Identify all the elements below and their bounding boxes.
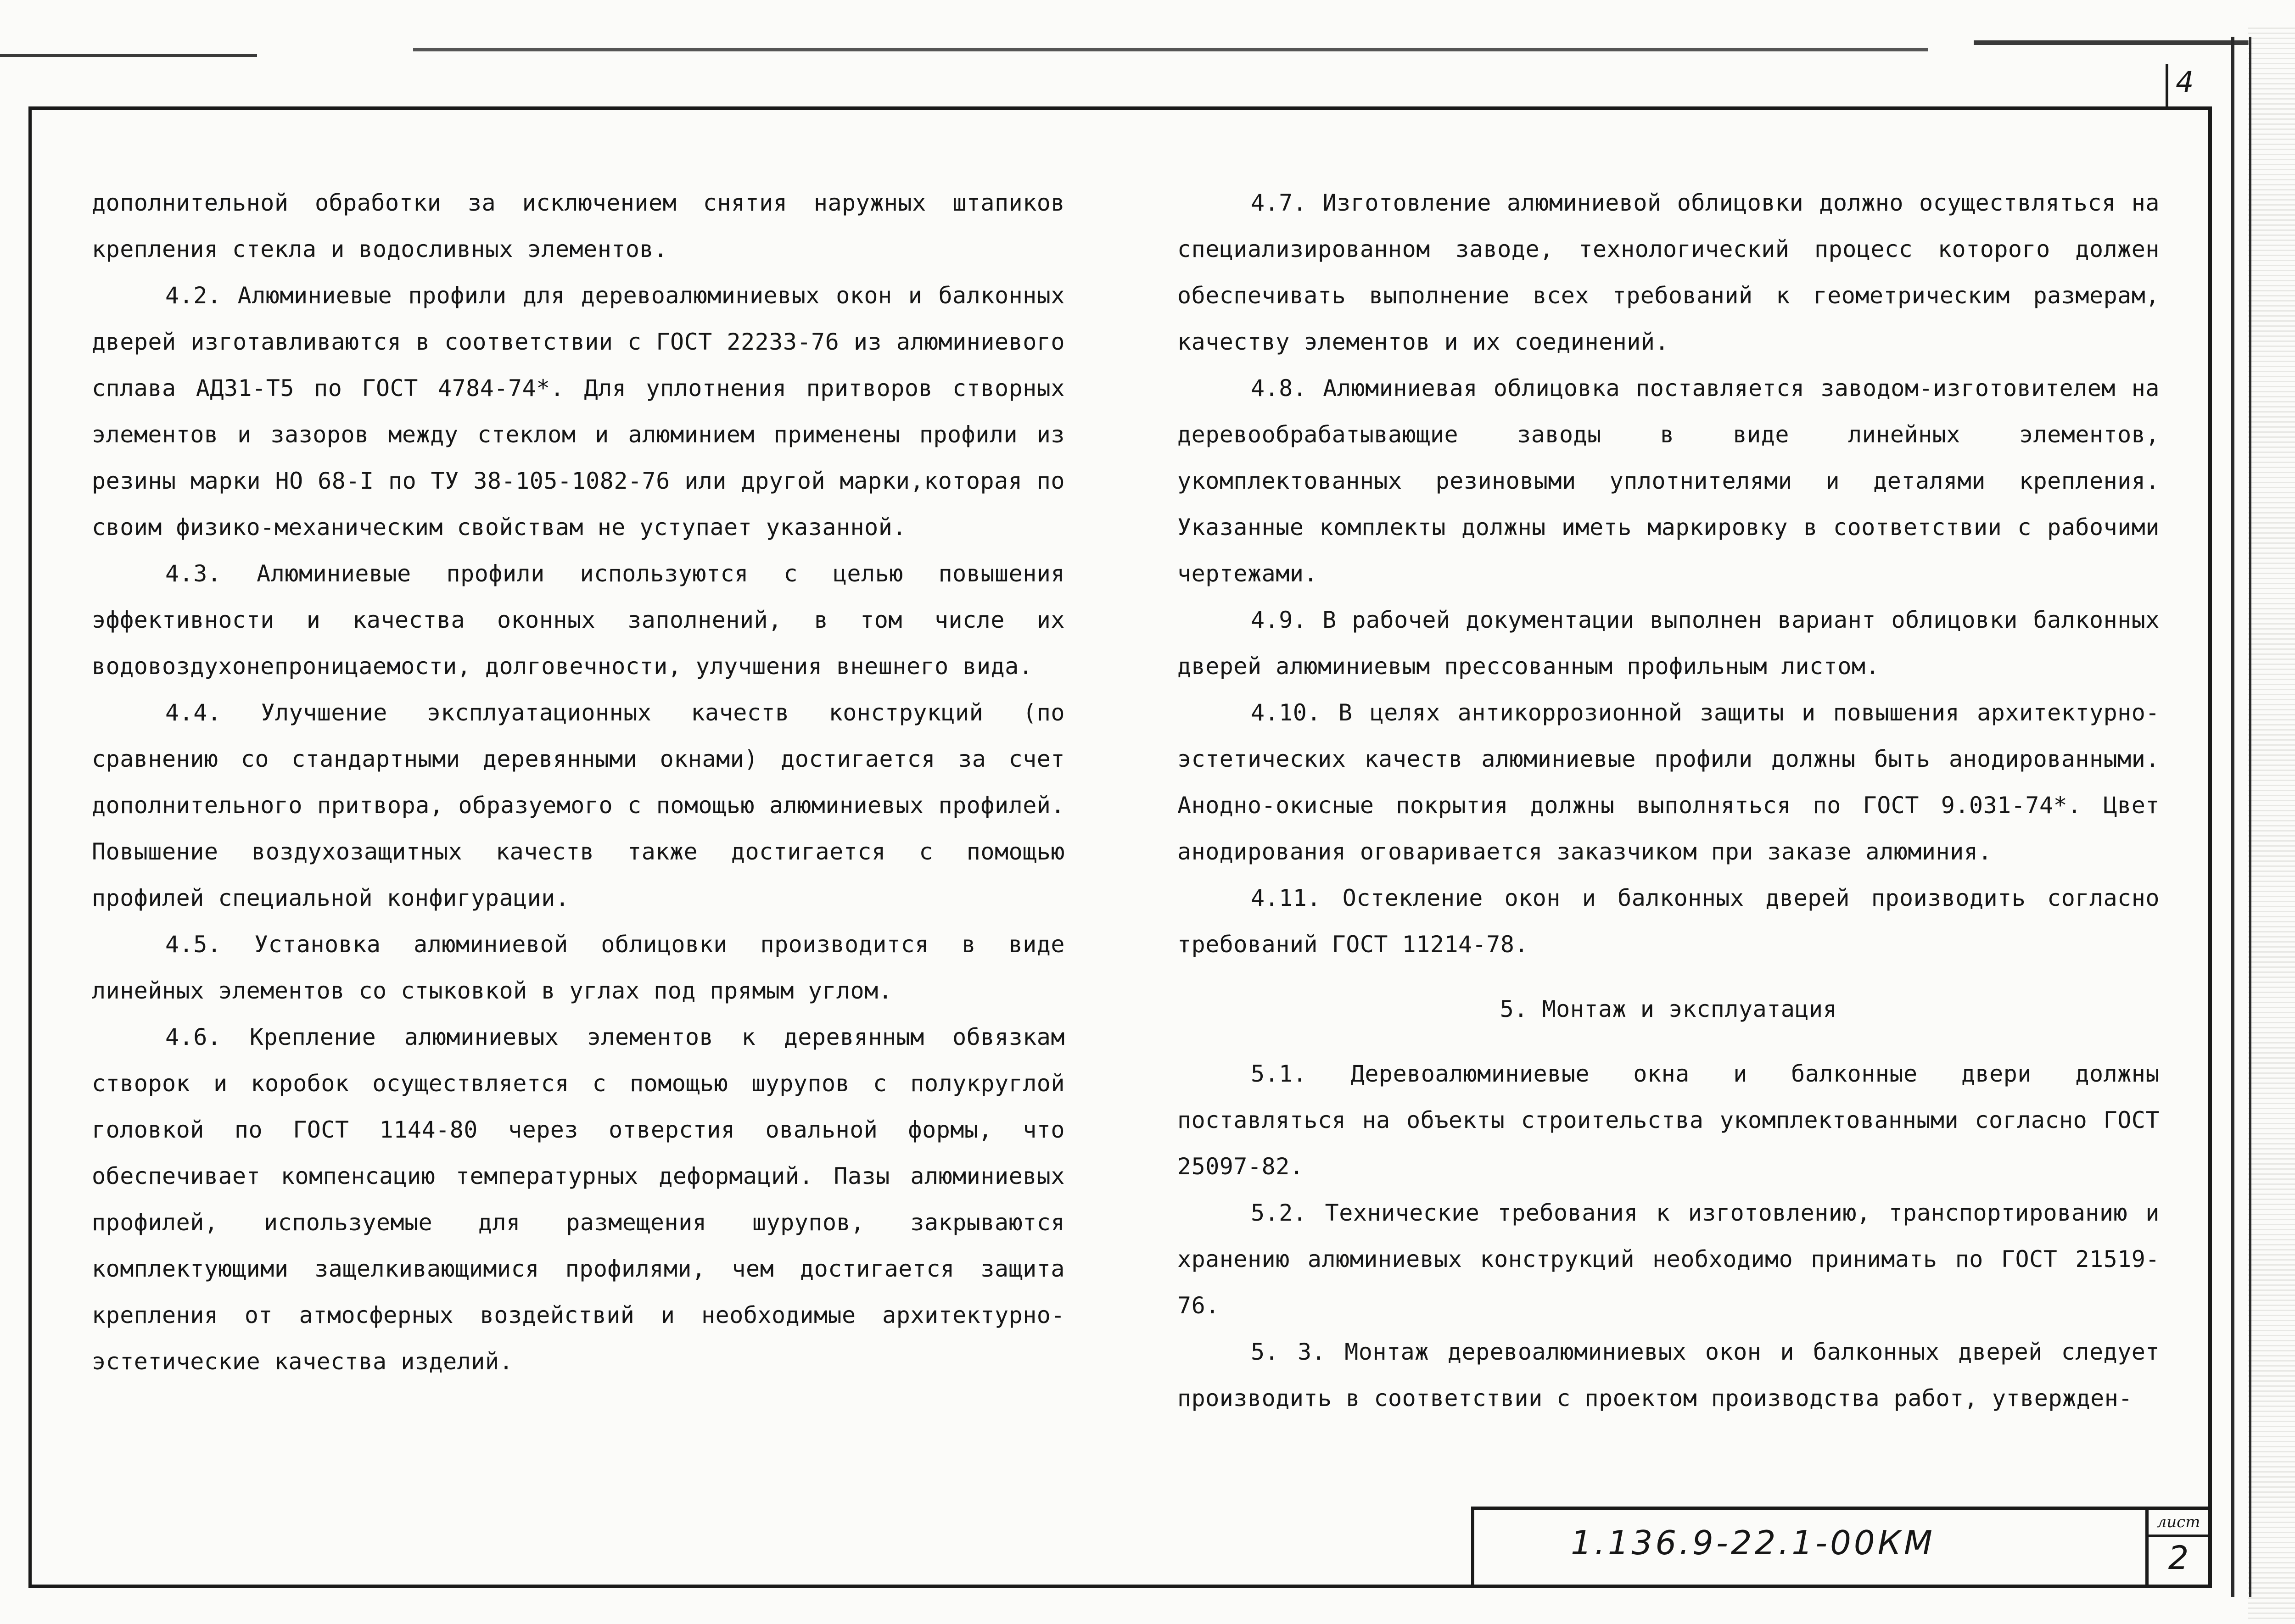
paragraph-5-2: 5.2. Технические требования к изготовлению, транспортированию и хранению алюминиевых конструкций необходимо принимать по ГОСТ 21519-76.: [1177, 1200, 2160, 1319]
paragraph-4-11: 4.11. Остекление окон и балконных дверей производить согласно требований ГОСТ 11214-78.: [1177, 885, 2160, 958]
scan-top-rule-1: [0, 54, 257, 57]
scan-top-rule-3: [1974, 40, 2249, 45]
document-code: 1.136.9-22.1-00КМ: [1571, 1524, 1935, 1562]
title-block: [1471, 1507, 2208, 1585]
paragraph-5-1: 5.1. Деревоалюминиевые окна и балконные двери должны поставляться на объекты строительства укомплектованными согласно ГОСТ 25097-82.: [1177, 1060, 2160, 1180]
paragraph-4-10: 4.10. В целях антикоррозионной защиты и повышения архитектурно-эстетических качеств алюминиевые профили должны быть анодированными. Анодно-окисные покрытия должны выполняться по ГОСТ 9.031-74*. Цвет анодирования оговаривается заказчиком при заказе алюминия.: [1177, 699, 2160, 865]
scan-edge-noise: [2248, 28, 2295, 1620]
left-column: [92, 180, 1065, 1385]
paragraph-4-1-continued: дополнительной обработки за исключением снятия наружных штапиков крепления стекла и водосливных элементов.: [92, 190, 1065, 262]
paragraph-4-7: 4.7. Изготовление алюминиевой облицовки должно осуществляться на специализированном заводе, технологический процесс которого должен обеспечивать выполнение всех требований к геометрическим размерам, качеству элементов и их соединений.: [1177, 190, 2160, 355]
sheet-cell: [2145, 1510, 2208, 1585]
sheet-number: 2: [2168, 1539, 2189, 1577]
paragraph-4-3: 4.3. Алюминиевые профили используются с целью повышения эффективности и качества оконных заполнений, в том числе их водовоздухонепроницаемости, долговечности, улучшения внешнего вида.: [92, 560, 1065, 680]
paragraph-5-3: 5. 3. Монтаж деревоалюминиевых окон и балконных дверей следует производить в соответствии с проектом производства работ, утвержден-: [1177, 1339, 2160, 1412]
corner-sheet-number: 4: [2176, 65, 2194, 99]
right-column: [1177, 180, 2160, 1422]
section-5-heading: 5. Монтаж и эксплуатация: [1500, 996, 1837, 1022]
paragraph-4-8: 4.8. Алюминиевая облицовка поставляется заводом-изготовителем на деревообрабатывающие заводы в виде линейных элементов, укомплектованных резиновыми уплотнителями и деталями крепления. Указанные комплекты должны иметь маркировку в соответствии с рабочими чертежами.: [1177, 375, 2160, 587]
scan-top-rule-2: [413, 48, 1928, 51]
scan-edge-line: [2231, 37, 2234, 1597]
scan-edge-line-2: [2249, 37, 2251, 1597]
sheet-label: лист: [2149, 1510, 2208, 1537]
paragraph-4-4: 4.4. Улучшение эксплуатационных качеств конструкций (по сравнению со стандартными деревянными окнами) достигается за счет дополнительного притвора, образуемого с помощью алюминиевых профилей. Повышение воздухозащитных качеств также достигается с помощью профилей специальной конфигурации.: [92, 699, 1065, 911]
paragraph-4-2: 4.2. Алюминиевые профили для деревоалюминиевых окон и балконных дверей изготавливаются в соответствии с ГОСТ 22233-76 из алюминиевого сплава АДЗ1-Т5 по ГОСТ 4784-74*. Для уплотнения притворов створных элементов и зазоров между стеклом и алюминием применены профили из резины марки НО 68-I по ТУ 38-105-1082-76 или другой марки,которая по своим физико-механическим свойствам не уступает указанной.: [92, 282, 1065, 541]
paragraph-4-6: 4.6. Крепление алюминиевых элементов к деревянным обвязкам створок и коробок осуществляется с помощью шурупов с полукруглой головкой по ГОСТ 1144-80 через отверстия овальной формы, что обеспечивает компенсацию температурных деформаций. Пазы алюминиевых профилей, используемые для размещения шурупов, закрываются комплектующими защелкивающимися профилями, чем достигается защита крепления от атмосферных воздействий и необходимые архитектурно-эстетические качества изделий.: [92, 1024, 1065, 1375]
paragraph-4-5: 4.5. Установка алюминиевой облицовки производится в виде линейных элементов со стыковкой в углах под прямым углом.: [92, 931, 1065, 1004]
paragraph-4-9: 4.9. В рабочей документации выполнен вариант облицовки балконных дверей алюминиевым прессованным профильным листом.: [1177, 607, 2160, 680]
